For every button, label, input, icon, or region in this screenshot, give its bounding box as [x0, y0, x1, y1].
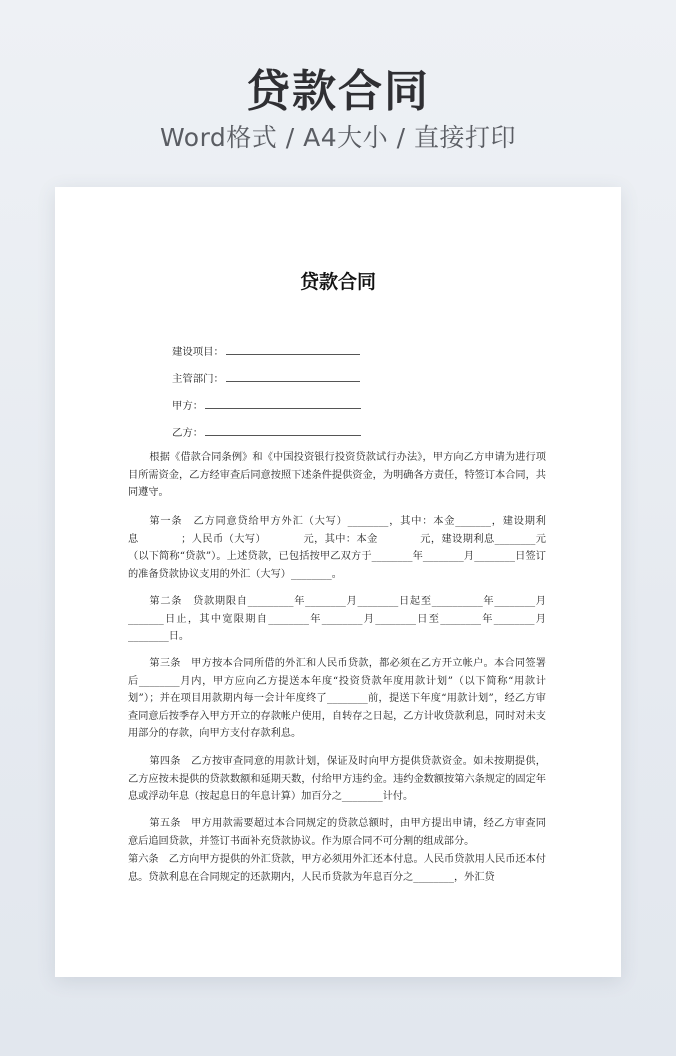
field-blank-party-a[interactable]	[205, 397, 361, 409]
field-blank-department[interactable]	[226, 370, 360, 382]
field-project	[172, 343, 360, 359]
paragraph-article-4: 第四条 乙方按审查同意的用款计划，保证及时向甲方提供贷款资金。如未按期提供，乙方应按未提供的贷款数额和延期天数，付给甲方违约金。违约金数额按第六条规定的固定年息或浮动年息（按起息日的年息计算）加百分之________计付。	[128, 756, 546, 803]
paragraph-article-2: 第二条 贷款期限自_________年________月________日起至__________年________月_______日止，其中宽限期自________年________月________日至________年________月________日。	[128, 596, 546, 643]
field-blank-party-b[interactable]	[205, 424, 361, 436]
field-party-a	[172, 397, 361, 413]
field-department	[172, 370, 360, 386]
document-page	[55, 187, 621, 977]
hero-title: 贷款合同	[246, 66, 430, 117]
field-party-b	[172, 424, 361, 440]
field-label: 建设项目：	[172, 346, 224, 358]
field-blank-project[interactable]	[226, 343, 360, 355]
field-label: 乙方：	[172, 427, 204, 439]
paragraph-article-3: 第三条 甲方按本合同所借的外汇和人民币贷款，都必须在乙方开立帐户。本合同签署后________月内，甲方应向乙方提送本年度“投资贷款年度用款计划”（以下简称“用款计划”）；并在项目用款期内每一会计年度终了________前，提送下年度“用款计划”，经乙方审查同意后按季存入甲方开立的存款帐户使用，自转存之日起，乙方计收贷款利息，同时对未支用部分的存款，向甲方支付存款利息。	[128, 658, 546, 740]
paragraph-preamble: 根据《借款合同条例》和《中国投资银行投资贷款试行办法》，甲方向乙方申请为进行项目所需资金，乙方经审查后同意按照下述条件提供资金，为明确各方责任，特签订本合同，共同遵守。	[128, 452, 546, 499]
field-label: 甲方：	[172, 400, 204, 412]
document-title: 贷款合同	[299, 271, 376, 293]
paragraph-article-1: 第一条 乙方同意贷给甲方外汇（大写）________，其中：本金_______，建设期利息 ；人民币（大写） 元，其中：本金 元，建设期利息________元（以下简称“贷款”）。上述贷款，已包括按甲乙双方于________年________月________日签订的准备贷款协议支用的外汇（大写）________。	[128, 516, 546, 580]
field-label: 主管部门：	[172, 373, 224, 385]
paragraph-article-5: 第五条 甲方用款需要超过本合同规定的贷款总额时，由甲方提出申请，经乙方审查同意后追回贷款，并签订书面补充贷款协议。作为原合同不可分割的组成部分。	[128, 818, 546, 847]
paragraph-article-6: 第六条 乙方向甲方提供的外汇贷款，甲方必须用外汇还本付息。人民币贷款用人民币还本付息。贷款利息在合同规定的还款期内，人民币贷款为年息百分之________，外汇贷	[128, 854, 546, 883]
hero-subtitle: Word格式 / A4大小 / 直接打印	[160, 123, 516, 152]
